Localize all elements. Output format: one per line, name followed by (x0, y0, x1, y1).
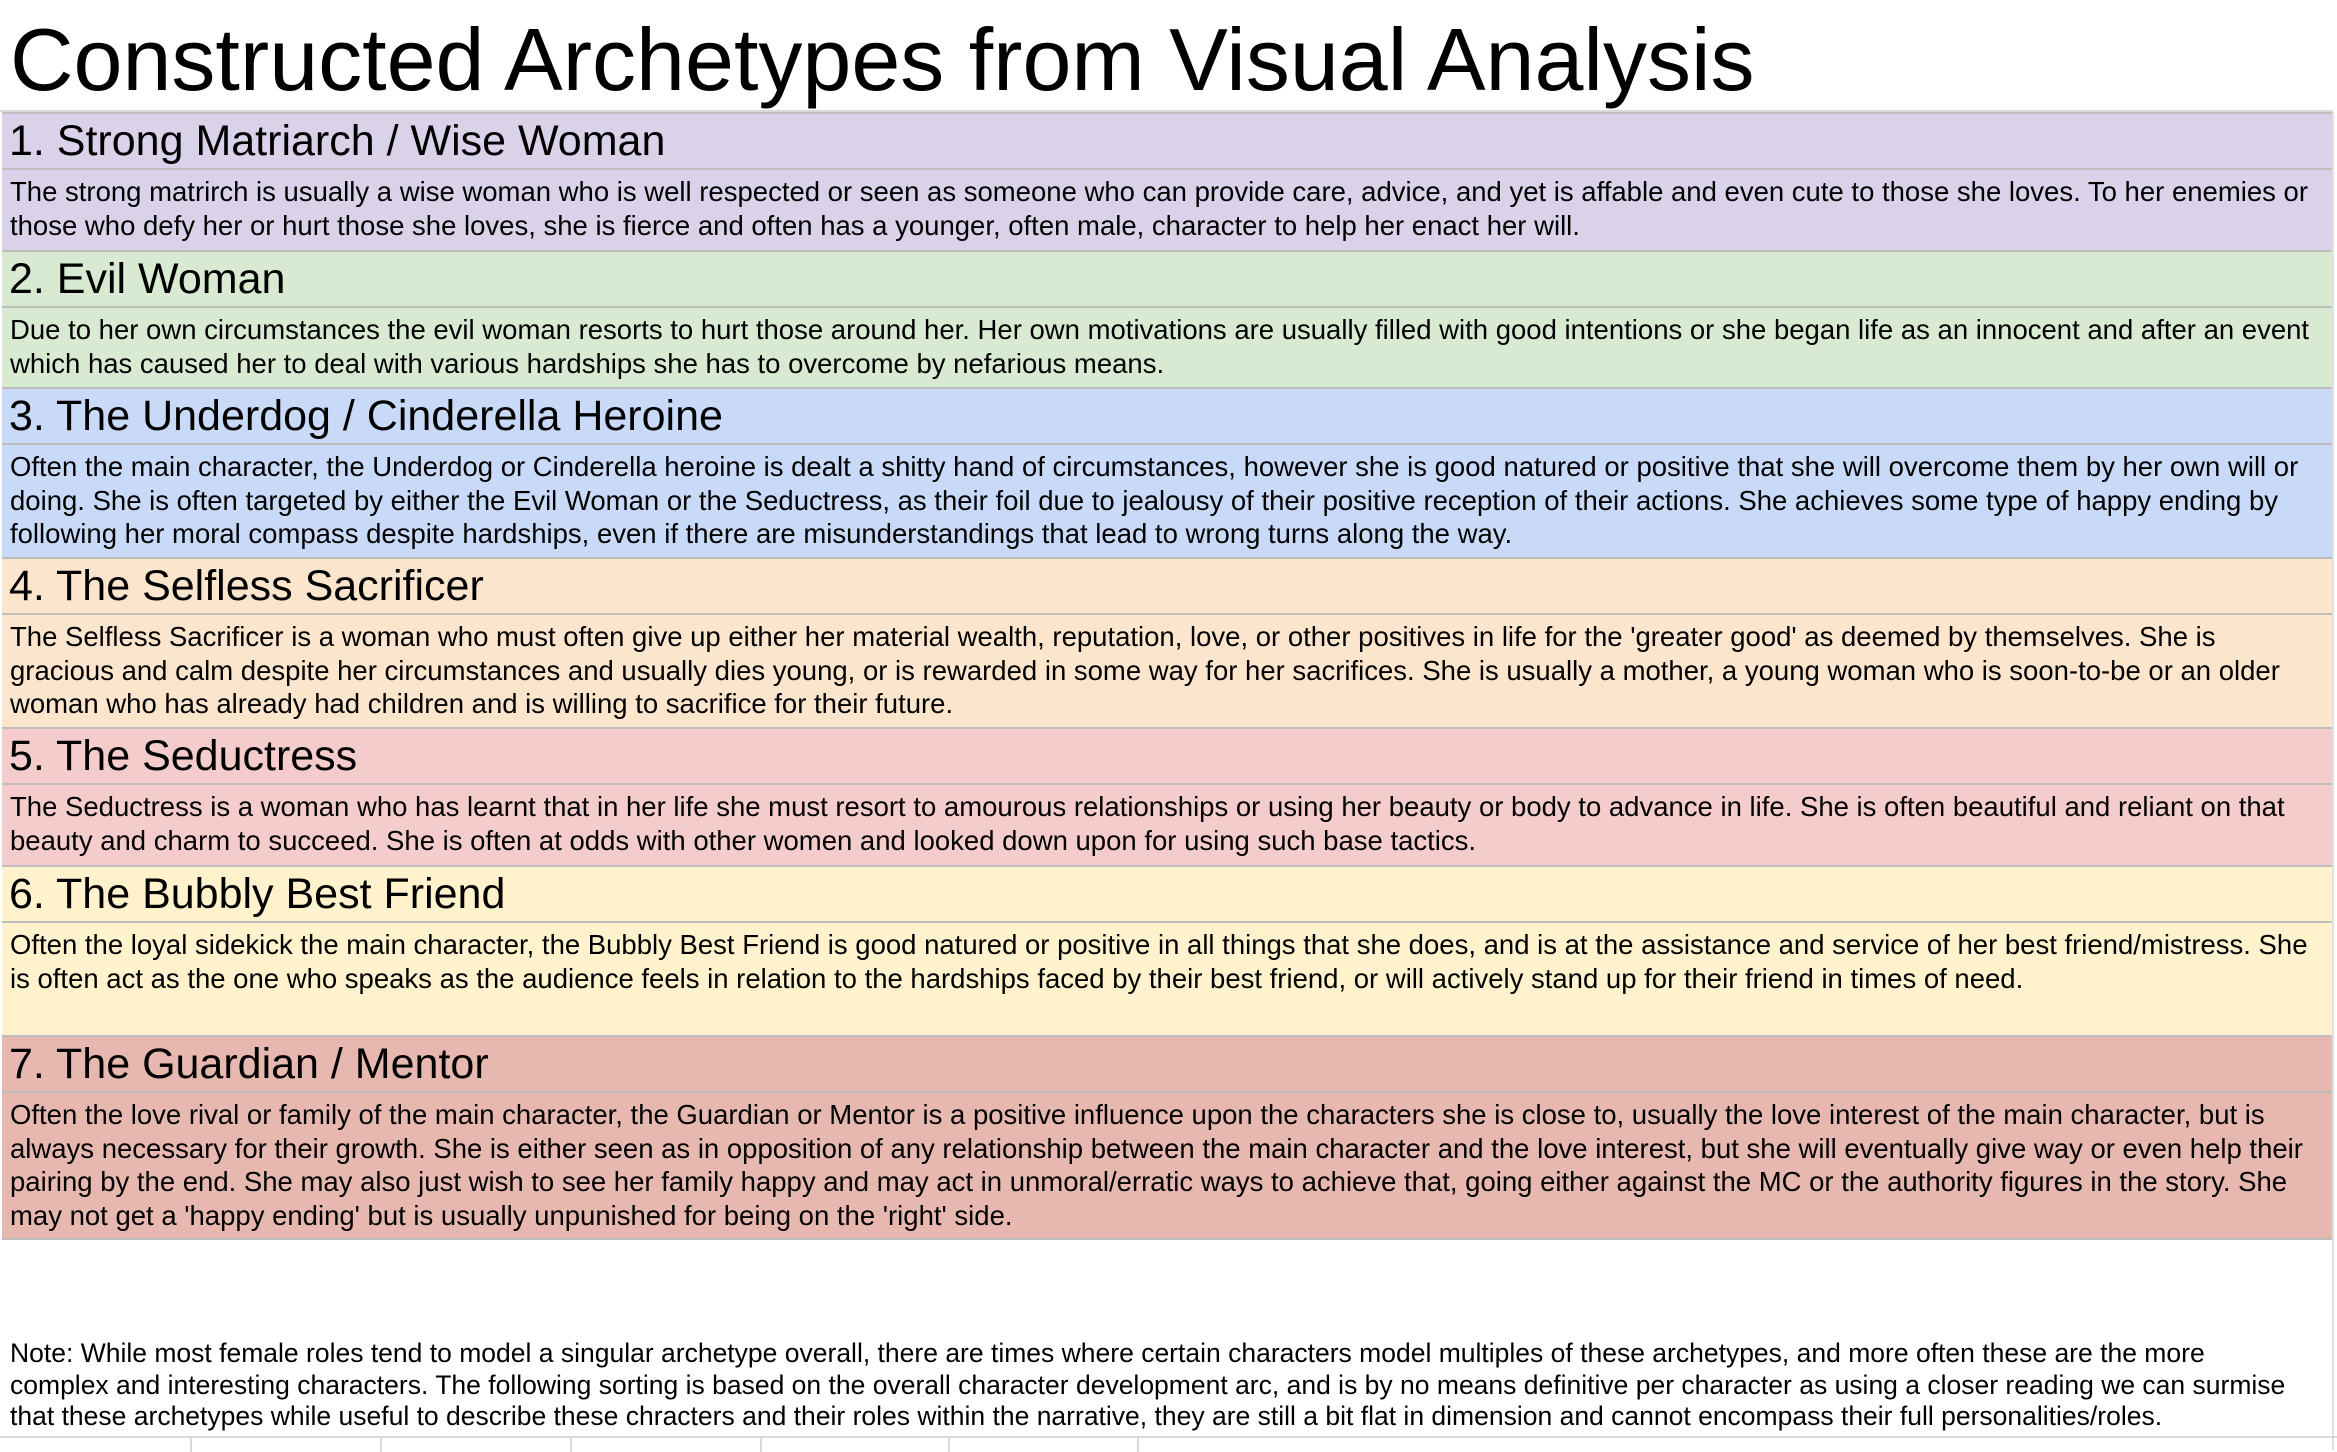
archetype-description[interactable]: Often the loyal sidekick the main character, the Bubbly Best Friend is good natured or positive in all things that she does, and is at the assistance and service of her best friend/mistress. She is often act as the one who speaks as the audience feels in relation to the hardships faced by their best friend, or will actively stand up for their friend in times of need. (10, 929, 2308, 994)
archetype-section-evil-woman (2, 250, 2333, 387)
archetype-heading[interactable]: 3. The Underdog / Cinderella Heroine (2, 387, 2333, 445)
archetype-section-bubbly-best-friend (2, 865, 2333, 1035)
archetype-section-guardian-mentor (2, 1035, 2333, 1240)
archetype-heading[interactable]: 6. The Bubbly Best Friend (2, 865, 2333, 923)
archetype-description[interactable]: The strong matrirch is usually a wise woman who is well respected or seen as someone who can provide care, advice, and yet is affable and even cute to those she loves. To her enemies or those who defy her or hurt those she loves, she is fierce and often has a younger, often male, character to help her enact her will. (10, 176, 2308, 241)
archetype-description[interactable]: Often the main character, the Underdog or Cinderella heroine is dealt a shitty hand of circumstances, however she is good natured or positive that she will overcome them by her own will or doing. She is often targeted by either the Evil Woman or the Seductress, as their foil due to jealousy of their positive reception of their actions. She achieves some type of happy ending by following her moral compass despite hardships, even if there are misunderstandings that lead to wrong turns along the way. (10, 451, 2299, 549)
archetype-description[interactable]: Due to her own circumstances the evil woman resorts to hurt those around her. Her own motivations are usually filled with good intentions or she began life as an innocent and after an event which has caused her to deal with various hardships she has to overcome by nefarious means. (10, 314, 2310, 379)
column-gridline (2332, 112, 2334, 1450)
bottom-cell-row[interactable] (0, 1436, 2337, 1450)
archetype-heading[interactable]: 4. The Selfless Sacrificer (2, 557, 2333, 615)
archetype-description[interactable]: The Seductress is a woman who has learnt that in her life she must resort to amourous relationships or using her beauty or body to advance in life. She is often beautiful and reliant on that beauty and charm to succeed. She is often at odds with other women and looked down upon for using such base tactics. (10, 791, 2285, 856)
note-text[interactable]: Note: While most female roles tend to model a singular archetype overall, there are times where certain characters model multiples of these archetypes, and more often these are the more complex and interesting characters. The following sorting is based on the overall character development arc, and is by no means definitive per character as using a closer reading we can surmise that these archetypes while useful to describe these chracters and their roles within the narrative, they are still a bit flat in dimension and cannot encompass their full personalities/roles. (10, 1338, 2286, 1431)
archetype-description[interactable]: The Selfless Sacrificer is a woman who must often give up either her material wealth, reputation, love, or other positives in life for the 'greater good' as deemed by themselves. She is gracious and calm despite her circumstances and usually dies young, or is rewarded in some way for her sacrifices. She is usually a mother, a young woman who is soon-to-be or an older woman who has already had children and is willing to sacrifice for their future. (10, 621, 2280, 719)
archetype-heading[interactable]: 5. The Seductress (2, 727, 2333, 785)
archetype-heading[interactable]: 7. The Guardian / Mentor (2, 1035, 2333, 1093)
archetype-heading[interactable]: 2. Evil Woman (2, 250, 2333, 308)
archetype-section-strong-matriarch (2, 112, 2333, 250)
archetype-description[interactable]: Often the love rival or family of the main character, the Guardian or Mentor is a positive influence upon the characters she is close to, usually the love interest of the main character, but is always necessary for their growth. She is either seen as in opposition of any relationship between the main character and the love interest, but she will eventually give way or even help their pairing by the end. She may also just wish to see her family happy and may act in unmoral/erratic ways to achieve that, going either against the MC or the authority figures in the story. She may not get a 'happy ending' but is usually unpunished for being on the 'right' side. (10, 1099, 2303, 1231)
archetype-section-selfless-sacrificer (2, 557, 2333, 727)
archetype-heading[interactable]: 1. Strong Matriarch / Wise Woman (2, 112, 2333, 170)
page-title: Constructed Archetypes from Visual Analysis (10, 10, 1755, 109)
archetype-section-seductress (2, 727, 2333, 865)
title-row[interactable] (0, 0, 2333, 112)
archetype-section-underdog (2, 387, 2333, 557)
